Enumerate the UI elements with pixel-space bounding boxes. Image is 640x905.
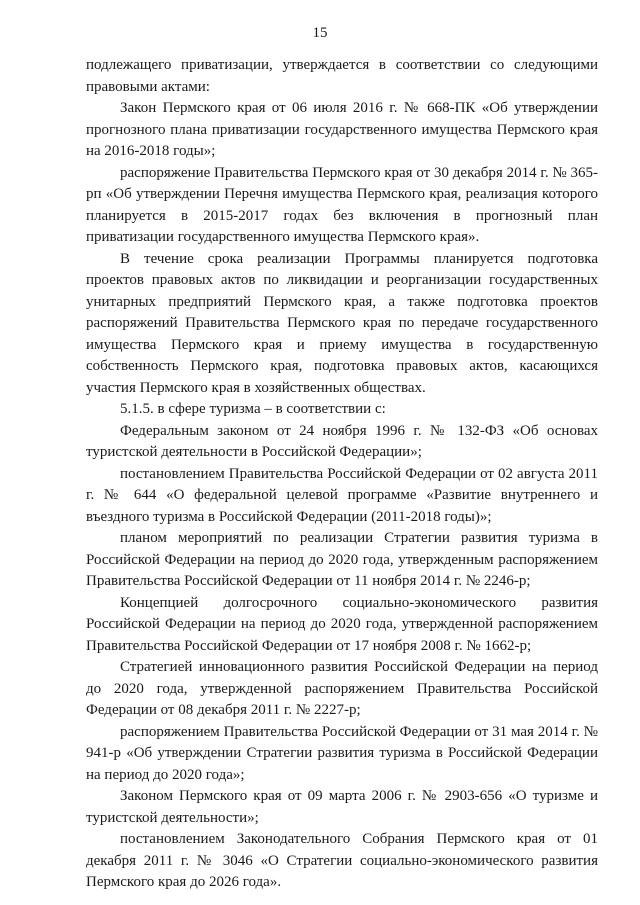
paragraph: Концепцией долгосрочного социально-экономического развития Российской Федерации на период до 2020 года, утвержденной распоряжением Правительства Российской Федерации от 17 ноября 2008 г. № 1662-р; [86, 594, 598, 654]
paragraph: планом мероприятий по реализации Стратегии развития туризма в Российской Федерации на период до 2020 года, утвержденным распоряжением Правительства Российской Федерации от 11 ноября 2014 г. № 2246-р; [86, 530, 598, 589]
paragraph: 5.1.5. в сфере туризма – в соответствии с: [120, 401, 386, 417]
paragraph: распоряжением Правительства Российской Федерации от 31 мая 2014 г. № 941-р «Об утверждении Стратегии развития туризма в Российской Федерации на период до 2020 года»; [86, 723, 598, 783]
paragraph: Законом Пермского края от 09 марта 2006 г. № 2903-656 «О туризме и туристской деятельности»; [86, 788, 598, 826]
paragraph: Стратегией инновационного развития Российской Федерации на период до 2020 года, утвержденной распоряжением Правительства Российской Федерации от 08 декабря 2011 г. № 2227-р; [86, 659, 598, 718]
paragraph: подлежащего приватизации, утверждается в соответствии со следующими правовыми актами: [86, 57, 598, 95]
paragraph: Федеральным законом от 24 ноября 1996 г. № 132-ФЗ «Об основах туристской деятельности в Российской Федерации»; [86, 422, 598, 460]
paragraph: Закон Пермского края от 06 июля 2016 г. № 668-ПК «Об утверждении прогнозного плана приватизации государственного имущества Пермского края на 2016-2018 годы»; [86, 100, 598, 159]
paragraph: постановлением Законодательного Собрания Пермского края от 01 декабря 2011 г. № 3046 «О Стратегии социально-экономического развития Пермского края до 2026 года». [86, 831, 598, 890]
document-body [86, 55, 598, 894]
paragraph: постановлением Правительства Российской Федерации от 02 августа 2011 г. № 644 «О федеральной целевой программе «Развитие внутреннего и въездного туризма в Российской Федерации (2011-2018 годы)»; [86, 465, 598, 525]
paragraph: В течение срока реализации Программы планируется подготовка проектов правовых актов по ликвидации и реорганизации государственных унитарных предприятий Пермского края, а также подготовка проектов распоряжений Правительства Пермского края по передаче государственного имущества Пермского края и приему имущества в государственную собственность Пермского края, подготовка правовых актов, касающихся участия Пермского края в хозяйственных обществах. [86, 250, 598, 396]
page-number: 15 [312, 25, 328, 41]
paragraph: распоряжение Правительства Пермского края от 30 декабря 2014 г. № 365-рп «Об утверждении Перечня имущества Пермского края, реализация которого планируется в 2015-2017 годах без включения в прогнозный план приватизации государственного имущества Пермского края». [86, 164, 598, 245]
